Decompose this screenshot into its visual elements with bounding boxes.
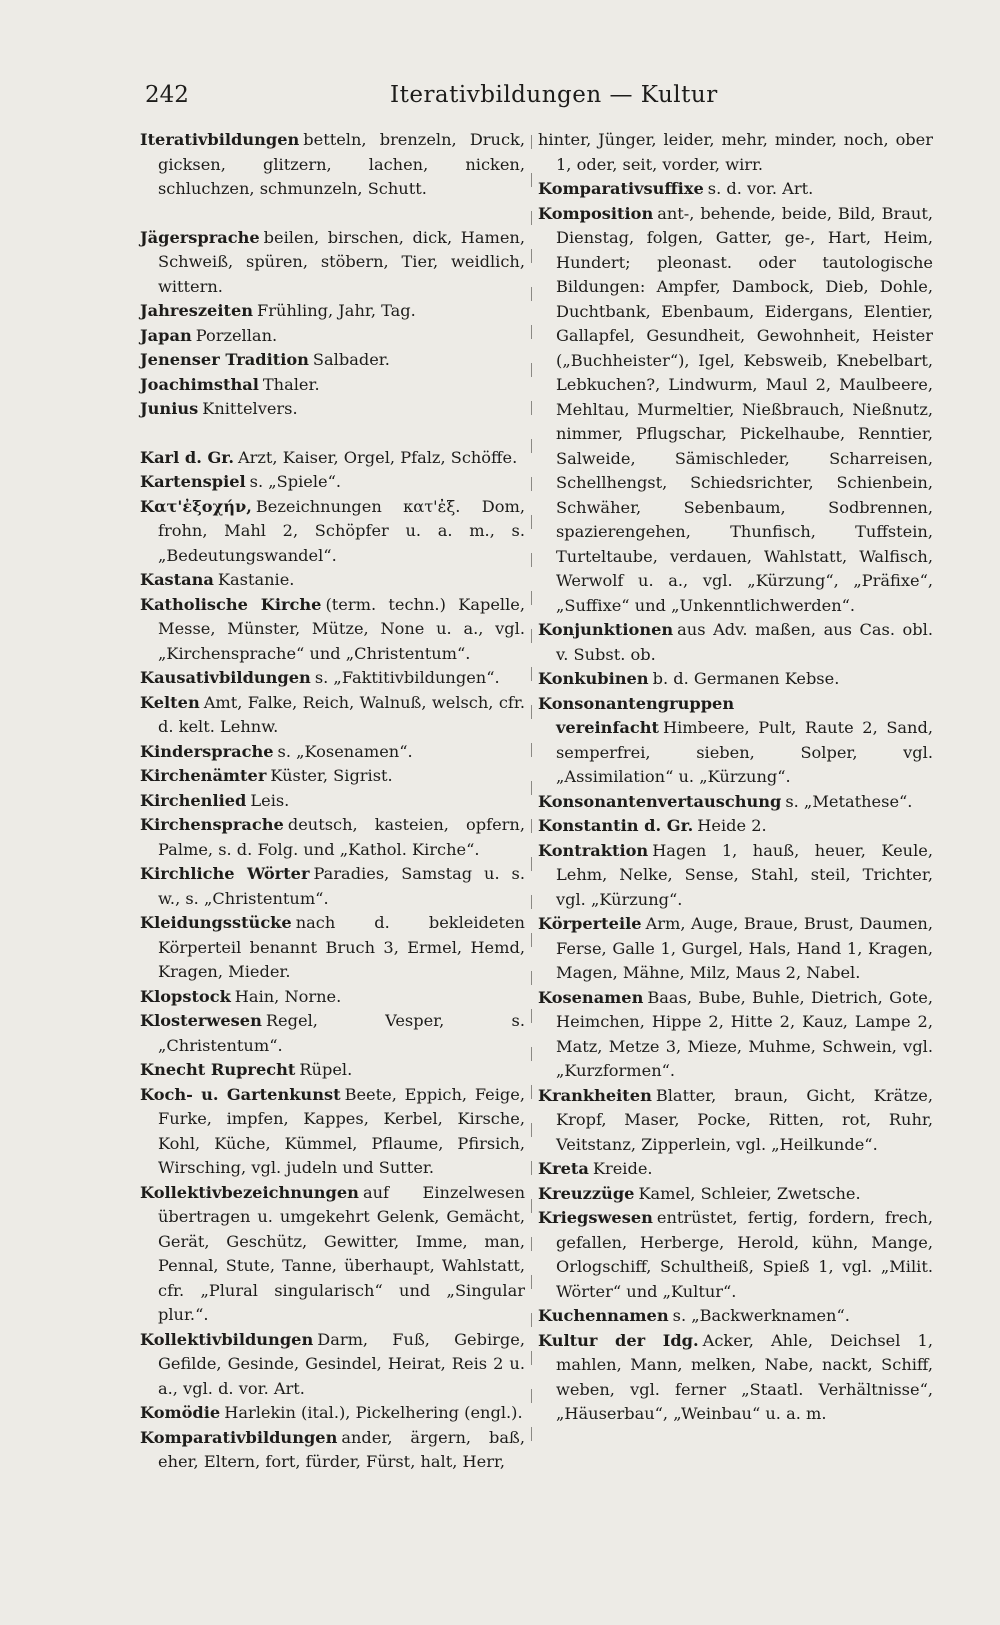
entry-headword: Japan (140, 325, 192, 345)
entry-text: Paradies, Samstag u. s. w., s. „Christentum“. (158, 864, 525, 908)
entry-headword: Komposition (538, 203, 654, 223)
entry-text: Baas, Bube, Buhle, Dietrich, Gote, Heimchen, Hippe 2, Hitte 2, Kauz, Lampe 2, Matz, Metze 3, Mieze, Muhme, Schwein, vgl. „Kurzformen“. (556, 987, 933, 1080)
entry-headword: Kreuzzüge (538, 1183, 635, 1203)
page-header (145, 72, 880, 112)
entry-headword: Konsonantenvertauschung (538, 791, 782, 811)
entry-headword: Klopstock (140, 986, 231, 1006)
index-entry (140, 862, 525, 911)
entry-headword: Joachimsthal (140, 374, 259, 394)
index-entry (140, 691, 525, 740)
entry-headword: Kirchenämter (140, 766, 267, 785)
index-entry (538, 177, 933, 202)
entry-headword: Kindersprache (140, 741, 274, 761)
entry-headword: Kirchliche Wörter (140, 864, 310, 883)
index-entry (140, 1009, 525, 1058)
entry-headword: Klosterwesen (140, 1011, 262, 1030)
index-entry (538, 667, 933, 692)
index-entry (140, 128, 525, 202)
entry-text: ant-, behende, beide, Bild, Braut, Dienstag, folgen, Gatter, ge-, Hart, Heim, Hundert; pleonast. oder tautologische Bildungen: Ampfer, Dambock, Dieb, Dohle, Duchtbank, Ebenbaum, Eidergans, Elentier, Gallapfel, Gesundheit, Gewohnheit, Heister („Buchheister“), Igel, Kebsweib, Knebelbart, Lebkuchen?, Lindwurm, Maul 2, Maulbeere, Mehltau, Murmeltier, Nießbrauch, Nießnutz, nimmer, Pflugschar, Pickelhaube, Renntier, Salweide, Sämischleder, Scharreisen, Schellhengst, Schiedsrichter, Schienbein, Schwäher, Sebenbaum, Sodbrennen, spazierengehen, Thunfisch, Tuffstein, Turteltaube, verdauen, Wahlstatt, Walfisch, Werwolf u. a., vgl. „Kürzung“, „Präfixe“, „Suffixe“ und „Unkenntlichwerden“. (556, 203, 933, 615)
index-entry (538, 814, 933, 839)
entry-headword: Knecht Ruprecht (140, 1060, 296, 1079)
index-entry (140, 593, 525, 667)
left-column (140, 128, 525, 1475)
entry-text: Blatter, braun, Gicht, Krätze, Kropf, Maser, Pocke, Ritten, rot, Ruhr, Veitstanz, Zipperlein, vgl. „Heilkunde“. (556, 1085, 933, 1154)
index-entry (140, 740, 525, 765)
entry-text: Darm, Fuß, Gebirge, Gefilde, Gesinde, Gesindel, Heirat, Reis 2 u. a., vgl. d. vor. Art. (158, 1329, 525, 1398)
column-divider (531, 135, 532, 1465)
index-entry (538, 1329, 933, 1427)
entry-text: s. „Metathese“. (785, 791, 913, 811)
entry-text: Rüpel. (299, 1060, 353, 1079)
index-entry (140, 666, 525, 691)
entry-headword: Kirchenlied (140, 790, 247, 810)
index-entry (538, 692, 933, 790)
index-entry (140, 1401, 525, 1426)
index-entry (140, 348, 525, 373)
index-entry (140, 789, 525, 814)
entry-headword: Kosenamen (538, 987, 644, 1007)
entry-text: aus Adv. maßen, aus Cas. obl. v. Subst. ob. (556, 620, 933, 664)
index-entry (538, 618, 933, 667)
entry-text: Knittelvers. (202, 399, 298, 418)
index-entry (140, 813, 525, 862)
index-entry (538, 1157, 933, 1182)
entry-text: Himbeere, Pult, Raute 2, Sand, semperfrei, sieben, Solper, vgl. „Assimilation“ u. „Kürzung“. (556, 718, 933, 786)
entry-headword: Körperteile (538, 914, 642, 933)
entry-headword: Konstantin d. Gr. (538, 816, 694, 835)
entry-headword: Junius (140, 399, 199, 418)
index-entry (140, 1328, 525, 1402)
index-entry (140, 446, 525, 471)
entry-headword: Kartenspiel (140, 472, 246, 491)
entry-text: nach d. bekleideten Körperteil benannt Bruch 3, Ermel, Hemd, Kragen, Mieder. (158, 913, 525, 981)
entry-headword: Koch- u. Gartenkunst (140, 1084, 341, 1104)
entry-headword: Kuchennamen (538, 1306, 669, 1325)
entry-text: betteln, brenzeln, Druck, gicksen, glitzern, lachen, nicken, schluchzen, schmunzeln, Schutt. (158, 130, 525, 198)
entry-headword: Kriegswesen (538, 1208, 653, 1227)
entry-headword: Jenenser Tradition (140, 350, 309, 369)
index-entry (538, 839, 933, 913)
entry-text: Kreide. (592, 1159, 653, 1178)
entry-text: Arm, Auge, Braue, Brust, Daumen, Ferse, Galle 1, Gurgel, Hals, Hand 1, Kragen, Magen, Mähne, Milz, Maus 2, Nabel. (556, 914, 933, 982)
index-entry (538, 1206, 933, 1304)
entry-text: beilen, birschen, dick, Hamen, Schweiß, spüren, stöbern, Tier, weidlich, wittern. (158, 227, 525, 296)
entry-text: s. „Kosenamen“. (277, 741, 413, 761)
index-entry (538, 986, 933, 1084)
entry-headword: Konkubinen (538, 669, 649, 688)
entry-text: Harlekin (ital.), Pickelhering (engl.). (224, 1403, 523, 1422)
index-entry (538, 912, 933, 986)
index-entry (140, 373, 525, 398)
entry-text: s. „Backwerknamen“. (672, 1306, 850, 1325)
index-entry (140, 226, 525, 300)
entry-text: Salbader. (312, 350, 390, 369)
entry-text: hinter, Jünger, leider, mehr, minder, noch, ober 1, oder, seit, vorder, wirr. (538, 130, 933, 174)
index-entry (538, 790, 933, 815)
index-entry (538, 1182, 933, 1207)
entry-text: Kamel, Schleier, Zwetsche. (638, 1183, 861, 1203)
entry-headword: Kastana (140, 570, 214, 589)
index-entry (538, 1084, 933, 1158)
entry-headword: Komödie (140, 1403, 221, 1422)
entry-headword: Konsonantengruppen vereinfacht (538, 693, 735, 737)
entry-headword: Jahreszeiten (140, 301, 254, 320)
index-entry (140, 985, 525, 1010)
entry-text: (term. techn.) Kapelle, Messe, Münster, Mütze, None u. a., vgl. „Kirchensprache“ und „Christentum“. (158, 594, 526, 663)
index-entry (140, 568, 525, 593)
entry-headword: Katholische Kirche (140, 594, 322, 614)
entry-text: Hagen 1, hauß, heuer, Keule, Lehm, Nelke, Sense, Stahl, steil, Trichter, vgl. „Kürzung“. (556, 840, 933, 909)
running-title: Iterativbildungen — Kultur (390, 82, 718, 108)
index-entry (140, 1058, 525, 1083)
index-entry (140, 495, 525, 569)
entry-text: entrüstet, fertig, fordern, frech, gefallen, Herberge, Herold, kühn, Mange, Orlogschiff, Schultheiß, Spieß 1, vgl. „Milit. Wörter“ und „Kultur“. (556, 1208, 933, 1301)
entry-text: Amt, Falke, Reich, Walnuß, welsch, cfr. d. kelt. Lehnw. (158, 692, 525, 736)
entry-headword: Iterativbildungen (140, 130, 300, 149)
entry-headword: Kleidungsstücke (140, 913, 292, 932)
index-entry (140, 299, 525, 324)
entry-headword: Kultur der Idg. (538, 1330, 699, 1350)
entry-headword: Jägersprache (140, 227, 260, 247)
index-entry (140, 397, 525, 422)
entry-text: Kastanie. (217, 570, 295, 589)
right-column (538, 128, 933, 1427)
entry-text: s. d. vor. Art. (707, 179, 814, 198)
entry-text: auf Einzelwesen übertragen u. umgekehrt Gelenk, Gemächt, Gerät, Geschütz, Gewitter, Imme, man, Pennal, Stute, Tanne, überhaupt, Wahlstatt, cfr. „Plural singularisch“ und „Singular plur.“. (158, 1182, 525, 1324)
index-entry (140, 470, 525, 495)
entry-headword: Kirchensprache (140, 815, 284, 834)
entry-headword: Karl d. Gr. (140, 447, 234, 467)
entry-headword: Kollektivbildungen (140, 1329, 314, 1349)
index-entry (538, 1304, 933, 1329)
entry-headword: Kreta (538, 1159, 589, 1178)
entry-text: deutsch, kasteien, opfern, Palme, s. d. Folg. und „Kathol. Kirche“. (158, 815, 525, 859)
entry-headword: Komparativsuffixe (538, 179, 704, 198)
entry-headword: Kelten (140, 692, 200, 712)
entry-headword: Kollektivbezeichnungen (140, 1182, 359, 1202)
entry-text: s. „Faktitivbildungen“. (314, 668, 500, 687)
index-entry (538, 128, 933, 177)
entry-text: Arzt, Kaiser, Orgel, Pfalz, Schöffe. (237, 447, 518, 467)
entry-text: s. „Spiele“. (249, 472, 342, 491)
entry-text: Hain, Norne. (234, 986, 342, 1006)
entry-text: Küster, Sigrist. (270, 766, 393, 785)
entry-text: Regel, Vesper, s. „Christentum“. (158, 1011, 525, 1055)
entry-text: Heide 2. (697, 816, 767, 835)
index-entry (140, 1083, 525, 1181)
index-entry (140, 1426, 525, 1475)
entry-text: Frühling, Jahr, Tag. (257, 301, 416, 320)
index-entry (140, 1181, 525, 1328)
entry-text: Acker, Ahle, Deichsel 1, mahlen, Mann, melken, Nabe, nackt, Schiff, weben, vgl. ferner „Staatl. Verhältnisse“, „Häuserbau“, „Weinbau“ u. a. m. (556, 1330, 933, 1423)
entry-headword: Komparativbildungen (140, 1427, 338, 1447)
entry-text: Thaler. (262, 374, 320, 394)
entry-text: ander, ärgern, baß, eher, Eltern, fort, fürder, Fürst, halt, Herr, (158, 1427, 525, 1471)
page-number: 242 (145, 82, 189, 108)
entry-headword: Konjunktionen (538, 620, 674, 639)
entry-text: Porzellan. (195, 325, 278, 345)
entry-headword: Krankheiten (538, 1085, 652, 1105)
entry-text: Leis. (250, 790, 290, 810)
entry-headword: Κατ'ἐξοχήν, (140, 496, 252, 516)
index-entry (538, 202, 933, 619)
entry-headword: Kontraktion (538, 840, 649, 860)
entry-text: Beete, Eppich, Feige, Furke, impfen, Kappes, Kerbel, Kirsche, Kohl, Küche, Kümmel, Pflaume, Pfirsich, Wirsching, vgl. judeln und Sutter. (158, 1084, 526, 1177)
entry-headword: Kausativbildungen (140, 668, 311, 687)
index-entry (140, 911, 525, 985)
index-entry (140, 324, 525, 349)
entry-text: Bezeichnungen κατ'ἐξ. Dom, frohn, Mahl 2, Schöpfer u. a. m., s. „Bedeutungswandel“. (158, 496, 525, 565)
entry-text: b. d. Germanen Kebse. (652, 669, 840, 688)
index-entry (140, 764, 525, 789)
